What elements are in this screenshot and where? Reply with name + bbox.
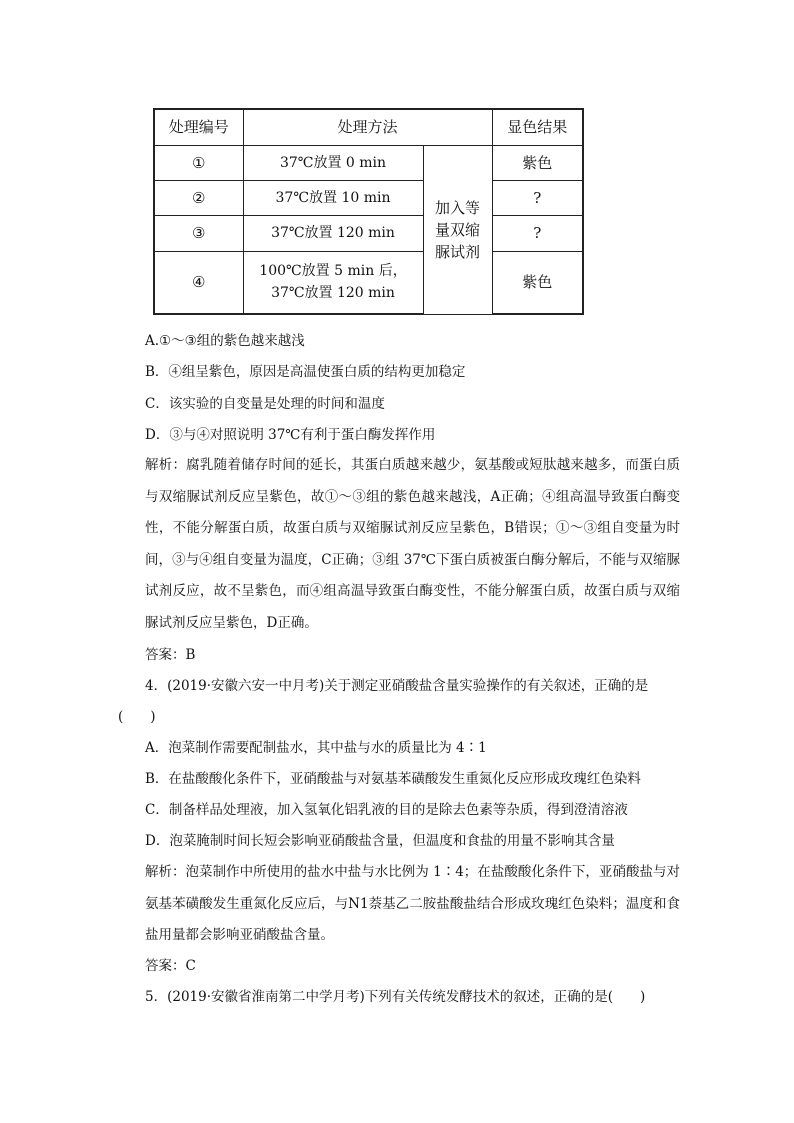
q4-stem: 4．(2019·安徽六安一中月考)关于测定亚硝酸盐含量实验操作的有关叙述，正确的是 [145,678,649,694]
reagent-cell [423,145,492,314]
reagent-line: 加入等 [435,198,481,217]
q3-option-d: D．③与④对照说明 37℃有利于蛋白酶发挥作用 [145,427,436,443]
q4-answer: 答案：C [145,958,196,974]
q4-analysis: 解析：泡菜制作中所使用的盐水中盐与水比例为 1∶4；在盐酸酸化条件下，亚硝酸盐与对氨基苯磺酸发生重氮化反应后，与N1萘基乙二胺盐酸盐结合形成玫瑰红色染料；温度和食盐用量都会影响亚硝酸盐含量。 [145,864,680,943]
row-id: ④ [154,251,243,314]
row-result: 紫色 [492,145,583,180]
table-header-row [154,109,583,145]
q4-option-a: A．泡菜制作需要配制盐水，其中盐与水的质量比为 4∶1 [145,740,487,756]
q4-option-d: D．泡菜腌制时间长短会影响亚硝酸盐含量，但温度和食盐的用量不影响其含量 [145,833,615,849]
table-row [154,215,583,251]
q4-blank: ( ) [118,709,156,725]
table-row [154,145,583,180]
header-method: 处理方法 [243,109,492,145]
experiment-table [153,108,584,315]
q5-stem: 5．(2019·安徽省淮南第二中学月考)下列有关传统发酵技术的叙述，正确的是( ) [145,989,646,1005]
row-method: 37℃放置 10 min [243,180,423,215]
row-method [243,251,423,314]
header-id: 处理编号 [154,109,243,145]
q3-analysis: 解析：腐乳随着储存时间的延长，其蛋白质越来越少，氨基酸或短肽越来越多，而蛋白质与双缩脲试剂反应呈紫色，故①～③组的紫色越来越浅，A正确；④组高温导致蛋白酶变性，不能分解蛋白质，故蛋白质与双缩脲试剂反应呈紫色，B错误；①～③组自变量为时间，③与④组自变量为温度，C正确；③组 37℃下蛋白质被蛋白酶分解后，不能与双缩脲试剂反应，故不呈紫色，而④组高温导致蛋白酶变性，不能分解蛋白质，故蛋白质与双缩脲试剂反应呈紫色，D正确。 [145,457,680,631]
row-id: ② [154,180,243,215]
row-method: 37℃放置 0 min [243,145,423,180]
q3-answer: 答案：B [145,647,196,663]
table-row [154,251,583,314]
q3-option-c: C．该实验的自变量是处理的时间和温度 [145,396,385,412]
q4-option-c: C．制备样品处理液，加入氢氧化铝乳液的目的是除去色素等杂质，得到澄清溶液 [145,802,628,818]
q3-option-b: B．④组呈紫色，原因是高温使蛋白质的结构更加稳定 [145,364,466,380]
row-id: ③ [154,215,243,251]
row-method: 37℃放置 120 min [243,215,423,251]
row-id: ① [154,145,243,180]
method-line: 37℃放置 120 min [271,285,395,302]
q4-option-b: B．在盐酸酸化条件下，亚硝酸盐与对氨基苯磺酸发生重氮化反应形成玫瑰红色染料 [145,771,641,787]
row-result: 紫色 [492,251,583,314]
q3-option-a: A.①～③组的紫色越来越浅 [145,333,305,349]
method-line: 100℃放置 5 min 后， [259,263,407,280]
reagent-line: 脲试剂 [435,242,481,261]
row-result: ? [492,215,583,251]
row-result: ? [492,180,583,215]
reagent-line: 量双缩 [435,220,481,239]
table-row [154,180,583,215]
header-result: 显色结果 [492,109,583,145]
